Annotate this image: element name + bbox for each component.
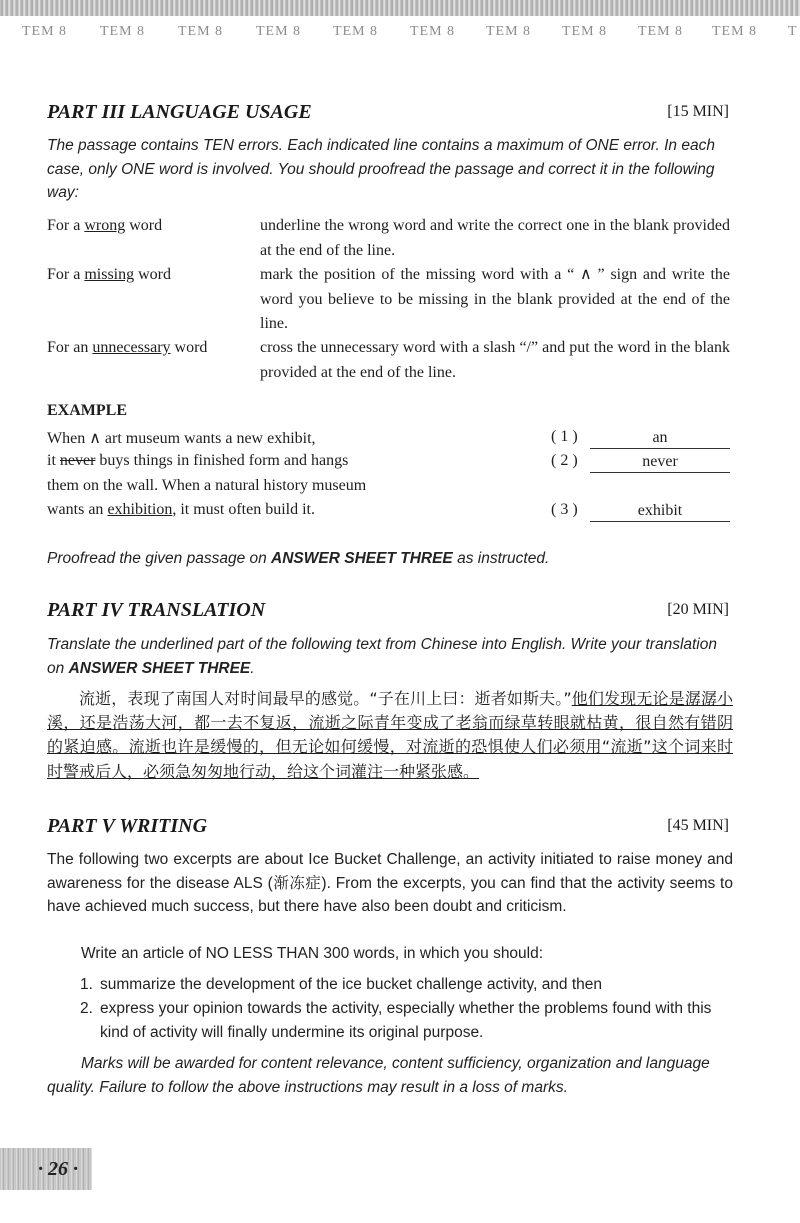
- rule-suffix: word: [170, 339, 208, 356]
- rule-prefix: For a: [47, 217, 85, 234]
- part4-heading: [47, 599, 729, 625]
- top-scan-band: [0, 0, 800, 16]
- part3-closing: [47, 547, 733, 571]
- part3-instruction: The passage contains TEN errors. Each indicated line contains a maximum of ONE error. In each case, only ONE word is involved. You should proofread the passage and correct it in the following way:: [47, 137, 715, 201]
- rule-label: [47, 263, 171, 288]
- rule-keyword: unnecessary: [92, 339, 171, 356]
- part5-time: [45 MIN]: [667, 817, 729, 834]
- writing-intro: The following two excerpts are about Ice Bucket Challenge, an activity initiated to raise money and awareness for the disease ALS (渐冻症). From the excerpts, you can find that the activity seems to have achieved much success, but there have also been doubt and criticism.: [47, 851, 733, 915]
- rule-description: mark the position of the missing word with a “ ∧ ” sign and write the word you believe to be missing in the blank provided at the end of the line.: [260, 266, 730, 332]
- example-text: buys things in finished form and hangs: [95, 452, 349, 469]
- instruction-text: .: [250, 659, 255, 677]
- item-text: express your opinion towards the activity, especially whether the problems found with this kind of activity will finally undermine its original purpose.: [100, 1000, 712, 1041]
- example-text: it: [47, 452, 60, 469]
- running-header-tab: TEM 8: [410, 24, 456, 39]
- example-answer-blank: never: [590, 452, 730, 473]
- example-line-4: [47, 501, 315, 519]
- rule-suffix: word: [125, 217, 163, 234]
- example-struck-word: never: [59, 452, 96, 469]
- closing-text: Proofread the given passage on: [47, 550, 272, 567]
- part5-heading: [47, 815, 729, 841]
- rule-prefix: For a: [47, 266, 85, 283]
- marks-note: Marks will be awarded for content relevance, content sufficiency, organization and language quality. Failure to follow the above instructions may result in a loss of marks.: [47, 1055, 710, 1096]
- running-header-tab: T: [788, 24, 798, 39]
- example-line-1: When ∧ art museum wants a new exhibit,: [47, 430, 316, 447]
- rule-description: cross the unnecessary word with a slash “/” and put the word in the blank provided at the end of the line.: [260, 339, 730, 381]
- rule-description: underline the wrong word and write the correct one in the blank provided at the end of the line.: [260, 217, 730, 259]
- running-header-tab: TEM 8: [638, 24, 684, 39]
- item-text: summarize the development of the ice bucket challenge activity, and then: [100, 976, 603, 993]
- part4-title: PART IV TRANSLATION: [47, 599, 266, 621]
- rule-label: [47, 214, 162, 239]
- running-header: [0, 24, 800, 48]
- rule-suffix: word: [134, 266, 172, 283]
- part4-instruction: [47, 633, 733, 680]
- translation-text: [47, 687, 733, 784]
- running-header-tab: TEM 8: [256, 24, 302, 39]
- example-line-3: them on the wall. When a natural history museum: [47, 477, 367, 494]
- item-number: 1.: [80, 976, 93, 993]
- running-header-tab: TEM 8: [712, 24, 758, 39]
- part5-title: PART V WRITING: [47, 815, 208, 837]
- example-text: wants an: [47, 501, 108, 518]
- example-underlined-word: exhibition: [107, 501, 173, 518]
- example-answer-number: ( 1 ): [551, 428, 578, 445]
- item-number: 2.: [80, 1000, 93, 1017]
- example-answer-number: ( 3 ): [551, 501, 578, 518]
- rule-keyword: wrong: [84, 217, 126, 234]
- running-header-tab: TEM 8: [22, 24, 68, 39]
- writing-task: Write an article of NO LESS THAN 300 words, in which you should:: [81, 945, 544, 962]
- running-header-tab: TEM 8: [486, 24, 532, 39]
- running-header-tab: TEM 8: [178, 24, 224, 39]
- translation-context: 流逝，表现了南国人对时间最早的感觉。“子在川上曰：逝者如斯夫。”: [79, 689, 572, 708]
- part3-title: PART III LANGUAGE USAGE: [47, 101, 312, 123]
- translation-underlined-passage: 他们发现无论是潺潺小溪，还是浩荡大河，都一去不复返，流逝之际青年变成了老翁而绿草转眼就枯黄，很自然有错阴的紧迫感。流逝也许是缓慢的，但无论如何缓慢，对流逝的恐惧使人们必须用“流逝”这个词来时时警戒后人，必须急匆匆地行动，给这个词灌注一种紧张感。: [47, 689, 733, 781]
- example-answer-blank: an: [590, 428, 730, 449]
- example-answer-blank: exhibit: [590, 501, 730, 522]
- rule-label: [47, 336, 207, 361]
- instruction-text: Translate the underlined part of the following text from Chinese into English. Write your translation on: [47, 636, 717, 677]
- part3-heading: [47, 101, 729, 127]
- part3-time: [15 MIN]: [667, 103, 729, 120]
- running-header-tab: TEM 8: [100, 24, 146, 39]
- running-header-tab: TEM 8: [333, 24, 379, 39]
- rule-keyword: missing: [84, 266, 135, 283]
- closing-text: as instructed.: [452, 550, 550, 567]
- part4-time: [20 MIN]: [667, 601, 729, 618]
- example-line-2: [47, 452, 348, 470]
- rule-prefix: For an: [47, 339, 93, 356]
- example-answer-number: ( 2 ): [551, 452, 578, 469]
- running-header-tab: TEM 8: [562, 24, 608, 39]
- instruction-answer-sheet: ANSWER SHEET THREE: [68, 659, 251, 677]
- example-text: , it must often build it.: [172, 501, 315, 518]
- example-title: EXAMPLE: [47, 402, 127, 419]
- closing-answer-sheet: ANSWER SHEET THREE: [271, 550, 453, 567]
- page-number: · 26 ·: [38, 1158, 78, 1180]
